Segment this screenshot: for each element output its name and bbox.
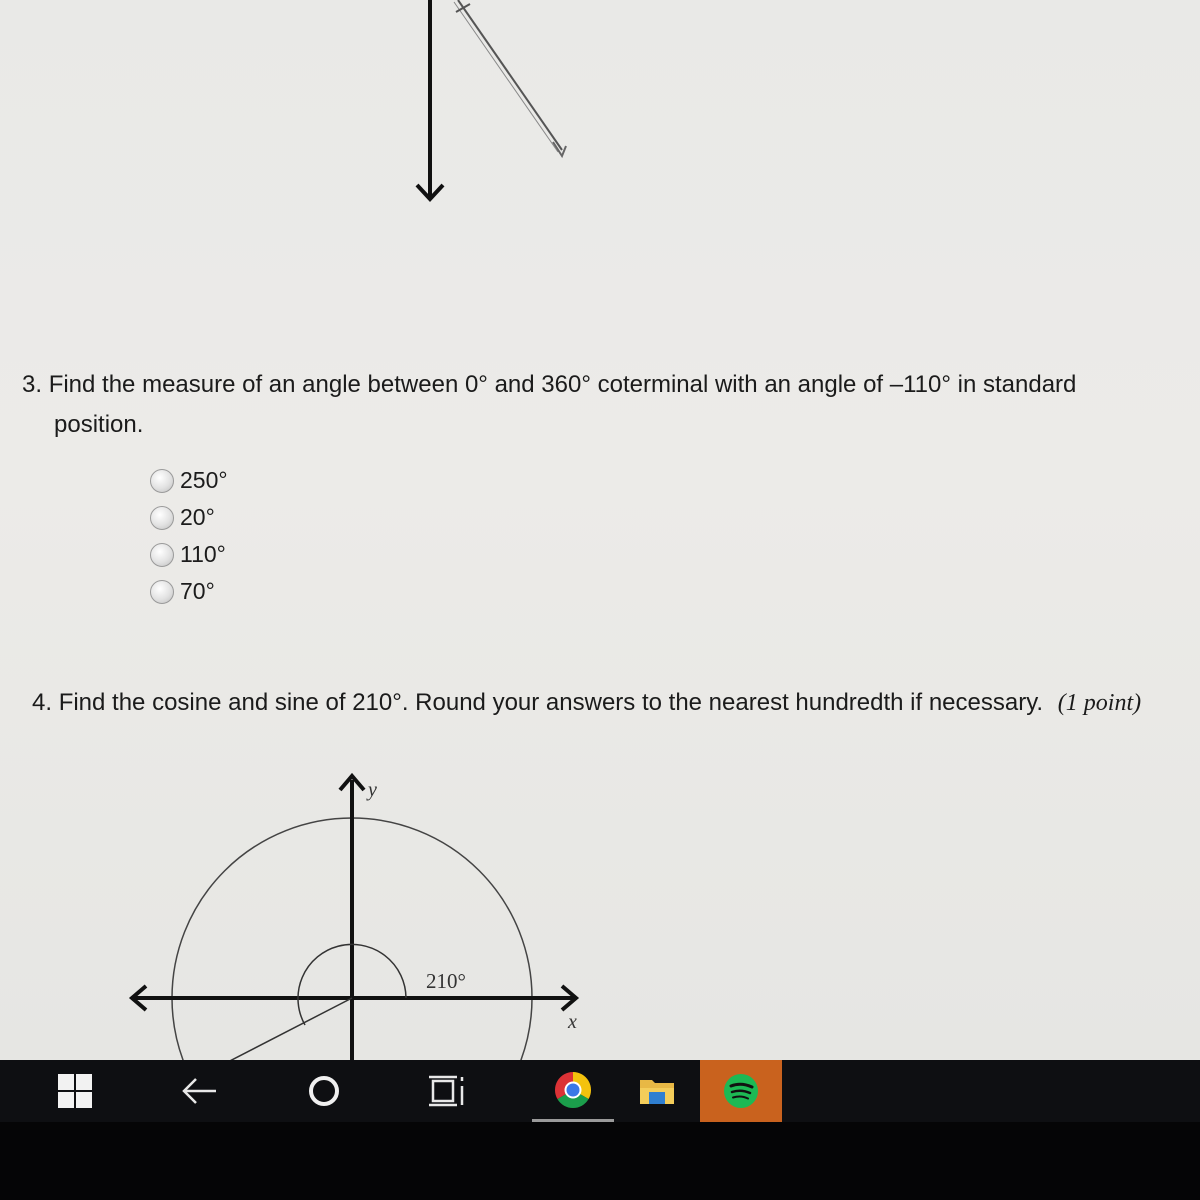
radio-button[interactable] <box>150 543 174 567</box>
previous-question-figure <box>0 0 1200 230</box>
file-explorer-icon <box>637 1074 677 1108</box>
monitor-bezel <box>0 1122 1200 1200</box>
windows-start-icon <box>57 1073 93 1109</box>
radio-button[interactable] <box>150 469 174 493</box>
chrome-icon <box>551 1068 595 1112</box>
terminal-ray <box>458 0 562 150</box>
taskbar-spotify[interactable] <box>700 1060 782 1122</box>
cortana-circle-icon <box>306 1073 342 1109</box>
choice-70[interactable] <box>150 573 228 610</box>
choice-label: 250° <box>180 467 228 493</box>
radio-button[interactable] <box>150 580 174 604</box>
question-4 <box>32 683 1200 723</box>
choice-label: 110° <box>180 541 226 567</box>
task-view-icon <box>428 1073 468 1109</box>
choice-20[interactable] <box>150 499 228 536</box>
unit-circle-figure <box>100 760 620 1060</box>
question-3-text: Find the measure of an angle between 0° and 360° coterminal with an angle of –110° in standard <box>48 371 1077 398</box>
back-button[interactable] <box>170 1060 230 1122</box>
question-4-number: 4. <box>32 689 53 716</box>
taskbar <box>0 1060 1200 1122</box>
back-arrow-icon <box>180 1076 220 1106</box>
question-3-text-continued: position. <box>54 411 144 438</box>
ray-arrowhead <box>553 142 566 156</box>
choice-label: 20° <box>180 504 215 530</box>
question-3-number: 3. <box>22 371 43 398</box>
spotify-icon <box>721 1071 761 1111</box>
question-3 <box>22 365 1182 445</box>
question-4-points: (1 point) <box>1057 690 1142 716</box>
x-axis-label: x <box>568 1011 577 1033</box>
question-4-text: Find the cosine and sine of 210°. Round your answers to the nearest hundredth if necessary. <box>58 689 1044 716</box>
angle-label: 210° <box>426 969 466 993</box>
choice-label: 70° <box>180 578 215 604</box>
choice-110[interactable] <box>150 536 228 573</box>
windows-start-button[interactable] <box>48 1060 102 1122</box>
choice-250[interactable] <box>150 462 228 499</box>
taskbar-file-explorer[interactable] <box>624 1060 690 1122</box>
terminal-ray-edge <box>454 2 558 152</box>
task-view-button[interactable] <box>418 1060 478 1122</box>
terminal-side <box>222 998 352 1060</box>
radio-button[interactable] <box>150 506 174 530</box>
taskbar-chrome[interactable] <box>532 1060 614 1122</box>
cortana-button[interactable] <box>294 1060 354 1122</box>
question-3-choices <box>150 462 228 610</box>
y-axis-label: y <box>368 779 377 801</box>
